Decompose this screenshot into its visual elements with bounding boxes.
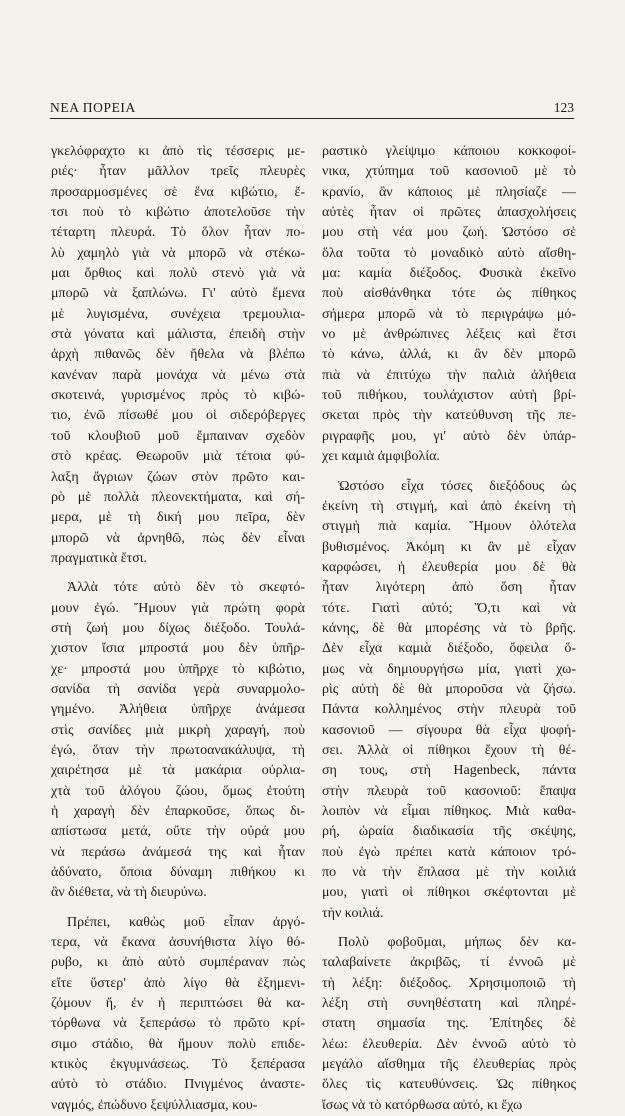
text-line: Δὲν εἶχα καμιὰ διέξοδο, ὄφειλα ὅ-	[322, 641, 576, 657]
text-line: στατη σημασία της. Ἐπίτηδες δὲ	[322, 1016, 576, 1032]
text-line: τοῦ πιθήκου, τουλάχιστον αὐτὴ βρί-	[322, 388, 576, 404]
text-line: ρυβο, κι ἀπὸ αὐτὸ συμπέραναν πὼς	[51, 955, 305, 971]
text-line: κασονιοῦ — σίγουρα θὰ εἶχα ψοφή-	[322, 722, 576, 738]
text-line: μαι ὄρθιος καὶ πολὺ στενὸ γιὰ νὰ	[51, 266, 305, 282]
text-line: ρή, ὡραία διαδικασία τῆς σκέψης,	[322, 824, 576, 840]
text-line: ἡ χαραγὴ δὲν ἐπαρκοῦσε, ὅπως δι-	[51, 804, 305, 819]
text-line: σκεται πρὸς τὴν κατεύθυνση τῆς πε-	[322, 408, 576, 424]
text-line: ραστικὸ γλείψιμο κάποιου κοκκοφοί-	[322, 144, 576, 159]
text-line: στὴ ζωή μου δίχως διέξοδο. Τουλά-	[51, 620, 305, 636]
text-line: τὸ κάνω, ἀλλά, κι ἂν δὲν μπορῶ	[322, 347, 576, 363]
text-line: ἐγώ, ὅταν τὴν πρωτοανακάλυψα, τὴ	[51, 742, 305, 758]
text-line: μὲ λυγισμένα, συνέχεια τρεμουλια-	[51, 306, 305, 322]
running-title: ΝΕΑ ΠΟΡΕΙΑ	[50, 100, 136, 115]
text-line: τόρθωνα νὰ ξεπεράσω τὸ πρῶτο κρί-	[51, 1016, 305, 1032]
text-line: χτὰ τοῦ ἀλόγου ζώου, ὅμως ἐτούτη	[51, 783, 305, 799]
text-line: ποὺ ἐγὼ πρέπει κατὰ κάποιον τρό-	[322, 844, 576, 860]
text-line: Πρέπει, καθὼς μοῦ εἶπαν ἀργό-	[67, 914, 305, 930]
text-line: βυθισμένος. Ἀκόμη κι ἂν μὲ εἶχαν	[322, 539, 576, 555]
text-line: μερα, μὲ τὴ δική μου πεῖρα, δὲν	[51, 510, 305, 526]
text-line: Ὡστόσο εἶχα τόσες διεξόδους ὡς	[338, 478, 576, 494]
text-line: κάνης, δὲ θὰ μπορέσης νὰ τὸ βρῆς.	[322, 620, 576, 636]
text-line: νικα, χτύπημα τοῦ κασονιοῦ μὲ τὸ	[322, 164, 576, 180]
text-line: στὰ γόνατα καὶ μάλιστα, ἐπειδὴ στὴν	[51, 327, 305, 343]
text-line: χιστον ἴσια μπροστά μου δὲν ὑπῆρ-	[51, 641, 305, 657]
text-line: τὴν κοιλιά.	[322, 905, 384, 921]
text-line: χε· μπροστά μου ὑπῆρχε τὸ κιβώτιο,	[51, 661, 305, 677]
text-line: καρφώσει, ἡ ἐλευθερία μου δὲ θὰ	[322, 559, 576, 575]
paragraph	[322, 477, 576, 925]
text-line: ρὸ μὲ πολλὰ πλεονεκτήματα, καὶ σή-	[51, 489, 305, 505]
paragraph-gap	[322, 924, 576, 933]
text-line: λαξη ἄγριων ζώων στὸν πρῶτο και-	[51, 469, 305, 485]
text-line: ταλαβαίνετε ἀκριβῶς, τί ἐννοῶ μὲ	[322, 955, 576, 971]
text-line: νο μὲ ἀνθρώπινες λέξεις καὶ ἔτσι	[322, 327, 576, 343]
paragraph	[51, 913, 305, 1116]
text-line: ριγραφῆς μου, γι' αὐτὸ δὲν ὑπάρ-	[322, 428, 576, 444]
page-number: 123	[553, 100, 574, 115]
text-line: γημένο. Ἀλήθεια ὑπῆρχε ἀνάμεσα	[51, 702, 305, 718]
text-line: απίστωσα μετά, οὔτε τὴν οὐρά μου	[51, 824, 305, 840]
text-line: στὶς σανίδες μιὰ μικρὴ χαραγή, ποὺ	[51, 722, 305, 738]
text-line: τερα, νὰ ἔκανα ἀσυνήθιστα λίγο θό-	[51, 935, 305, 951]
paragraph-gap	[322, 468, 576, 477]
text-line: χει καμιὰ ἀμφιβολία.	[322, 449, 440, 465]
text-line: τότε. Γιατὶ αὐτό; Ὅ,τι καὶ νὰ	[322, 600, 576, 616]
text-line: μεγάλο αἴσθημα τῆς ἐλευθερίας πρὸς	[322, 1057, 576, 1073]
left-text-column	[51, 142, 305, 1116]
text-line: στιγμὴ πιὰ καμία. Ἤμουν ὁλότελα	[322, 519, 576, 535]
text-line: πο νὰ τὴν ἔπλασα μὲ τὴν κοιλιά	[322, 865, 576, 881]
text-line: πιὰ νὰ ἐπιτύχω τὴν παλιὰ ἀλήθεια	[322, 367, 576, 383]
text-line: κρανίο, ἂν κάποιος μὲ πλησίαζε —	[322, 184, 576, 200]
text-line: ἐκείνη τὴ στιγμή, καὶ ἀπὸ ἐκείνη τὴ	[322, 498, 576, 514]
paragraph-gap	[51, 904, 305, 913]
text-line: σει. Ἀλλὰ οἱ πίθηκοι ἔχουν τὴ θέ-	[322, 742, 576, 758]
text-line: γκελόφραχτο κι ἀπὸ τὶς τέσσερις με-	[51, 144, 305, 159]
paragraph	[322, 933, 576, 1116]
text-line: τιο, ἐνῶ πίσωθέ μου οἱ σιδερόβεργες	[51, 408, 305, 424]
text-line: Πάντα κολλημένος στὴν πλευρὰ τοῦ	[322, 702, 576, 718]
text-line: μπορῶ νὰ ξαπλώνω. Γι' αὐτὸ ἔμενα	[51, 286, 305, 302]
text-line: ριές· ἦταν μᾶλλον τρεῖς πλευρὲς	[51, 164, 305, 180]
text-line: ἀρχὴ πιθανῶς δὲν ἤθελα νὰ βλέπω	[51, 347, 305, 363]
text-line: σιμο στάδιο, θὰ ἤμουν πολὺ επιδε-	[51, 1036, 305, 1052]
text-line: μως νὰ δημιουργήσω μία, γιατὶ χω-	[322, 661, 576, 677]
text-line: ζόμουν ἤ, ἐν ἡ περιπτώσει θὰ κα-	[51, 996, 305, 1012]
text-line: μα: καμία διέξοδος. Φυσικὰ ἐκεῖνο	[322, 266, 576, 282]
text-line: Ἀλλὰ τότε αὐτὸ δὲν τὸ σκεφτό-	[67, 580, 305, 596]
text-line: νὰ περάσω ἀνάμεσά της καὶ ἦταν	[51, 844, 305, 860]
text-line: πραγματικὰ ἔτσι.	[51, 550, 148, 566]
text-line: ὅλες τὶς κατευθύνσεις. Ὡς πίθηκος	[322, 1077, 576, 1093]
text-line: ναγμός, ἐπώδυνο ξεψύλλιασμα, κου-	[51, 1097, 258, 1113]
text-line: τοῦ κλουβιοῦ μοῦ ἔμπαιναν σχεδὸν	[51, 428, 305, 444]
text-line: λὺ χαμηλὸ γιὰ νὰ μπορῶ νὰ στέκω-	[51, 245, 305, 261]
text-line: αὐτὸ τὸ στάδιο. Πνιγμένος ἀναστε-	[51, 1077, 305, 1093]
text-line: μου, γιατὶ οἱ πίθηκοι σκέφτονται μὲ	[322, 885, 576, 901]
text-line: μπορῶ νὰ ἀρνηθῶ, πὼς δὲν εἶναι	[51, 530, 305, 546]
text-line: τσι ποὺ τὸ κιβώτιο ἀποτελοῦσε τὴν	[51, 205, 305, 221]
text-line: λοιπὸν νὰ εἶμαι πίθηκος. Μιὰ καθα-	[322, 804, 576, 819]
text-line: ἂν διέθετα, νὰ τὴ διευρύνω.	[51, 885, 207, 901]
paragraph	[51, 142, 305, 569]
text-line: ποὺ αἰσθάνθηκα τότε ὡς πίθηκος	[322, 286, 576, 302]
text-line: Πολὺ φοβοῦμαι, μήπως δὲν κα-	[338, 935, 576, 951]
text-line: ἀδύνατο, ὅποια δύναμη πιθήκου κι	[51, 865, 305, 881]
paragraph	[322, 142, 576, 468]
running-header	[50, 98, 574, 119]
text-line: στὴν πλευρὰ τοῦ κασονιοῦ: ἔπαψα	[322, 783, 576, 799]
text-line: χαιρέτησα μὲ τὰ μακάρια οὐρλια-	[51, 763, 305, 779]
right-text-column	[322, 142, 576, 1116]
text-line: μουν ἐγώ. Ἤμουν γιὰ πρώτη φορὰ	[51, 600, 305, 616]
text-line: ρὶς αὐτὴ δὲ θὰ μποροῦσα νὰ ζήσω.	[322, 681, 576, 697]
text-line: ἦταν λιγότερη ἀπὸ ὅση ἦταν	[322, 580, 576, 596]
text-line: ση τους, στὴ Hagenbeck, πάντα	[322, 763, 576, 779]
text-line: σήμερα μπορῶ νὰ τὸ περιγράψω μό-	[322, 306, 576, 322]
text-line: κτικὸς ἐκγυμνάσεως. Τὸ ξεπέρασα	[51, 1057, 305, 1073]
text-line: εἴτε ὕστερ' ἀπὸ λίγο θὰ ἐξημενι-	[51, 975, 305, 991]
text-line: ἴσως νὰ τὸ κατόρθωσα αὐτό, κι ἔχω	[322, 1097, 523, 1113]
paragraph	[51, 578, 305, 904]
text-line: σκοτεινά, γυρισμένος πρὸς τὸ κιβώ-	[51, 388, 305, 404]
text-line: ὅλα τοῦτα τὸ μοναδικὸ αὐτὸ αἴσθη-	[322, 245, 576, 261]
text-line: τέταρτη πλευρά. Τὸ ὅλον ἦταν πο-	[51, 225, 305, 241]
text-line: στὸ κρέας. Θεωροῦν μιὰ τέτοια φύ-	[51, 449, 305, 465]
paragraph-gap	[51, 569, 305, 578]
text-line: προσαρμοσμένες σὲ ἕνα κιβώτιο, ἔ-	[51, 184, 305, 200]
text-line: κανέναν παρὰ μονάχα νὰ μένω στὰ	[51, 367, 305, 383]
text-line: μου στὴ νέα μου ζωή. Ὡστόσο σὲ	[322, 225, 576, 241]
text-line: λέξη στὴ συνηθέστατη καὶ πληρέ-	[322, 996, 576, 1012]
text-line: σανίδα τὴ σανίδα γερὰ συναρμολο-	[51, 681, 305, 697]
text-line: αὐτὲς ἦταν οἱ πρῶτες ἀπασχολήσεις	[322, 205, 576, 221]
text-line: τὴ λέξη: διέξοδος. Χρησιμοποιῶ τὴ	[322, 975, 576, 991]
text-line: λέω: ἐλευθερία. Δὲν ἐννοῶ αὐτὸ τὸ	[322, 1036, 576, 1052]
